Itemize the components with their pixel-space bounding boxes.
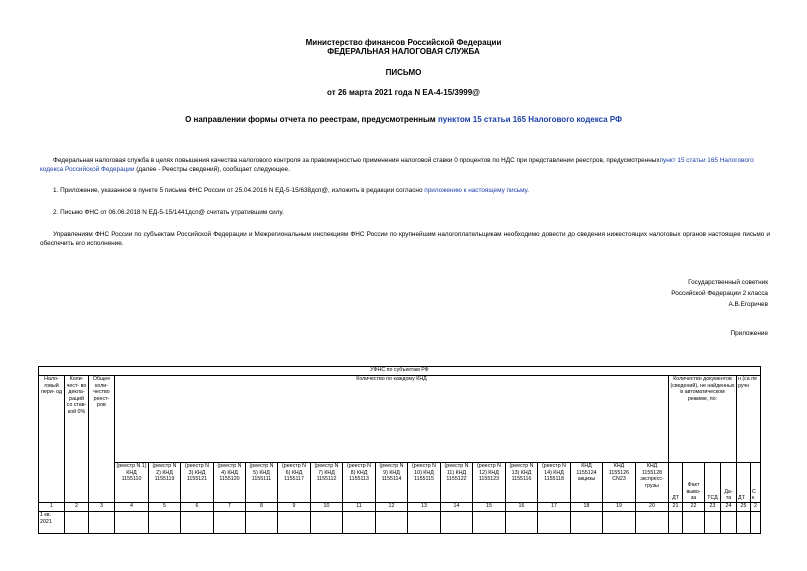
column-number-26: 2 <box>751 503 761 512</box>
column-number-11: 11 <box>343 503 376 512</box>
column-number-5: 5 <box>149 503 181 512</box>
table-cell <box>571 512 603 534</box>
table-cell <box>683 512 705 534</box>
paragraph-item-1 <box>53 186 770 195</box>
extra-subheader-2: С к <box>751 463 761 503</box>
document-type: ПИСЬМО <box>385 68 422 77</box>
paragraph-intro <box>40 156 770 174</box>
knd-header-14: (реестр N 14) КНД 1155118 <box>538 463 571 503</box>
column-number-7: 7 <box>214 503 246 512</box>
signature-name: А.В.Егоричев <box>728 301 768 308</box>
appendix-link[interactable]: приложению к настоящему письму <box>424 187 528 194</box>
column-number-19: 19 <box>603 503 636 512</box>
knd-header-17: КНД 1155128 экспресс- грузы <box>636 463 669 503</box>
subject-link[interactable]: пунктом 15 статьи 165 Налогового кодекса РФ <box>437 115 622 124</box>
column-number-23: 23 <box>705 503 721 512</box>
table-cell <box>603 512 636 534</box>
table-cell <box>115 512 149 534</box>
column-number-17: 17 <box>538 503 571 512</box>
table-cell <box>721 512 737 534</box>
signature-rank: Российской Федерации 2 класса <box>671 290 768 297</box>
knd-header-5: (реестр N 5) КНД 1155111 <box>246 463 278 503</box>
signature-title: Государственный советник <box>688 279 768 286</box>
column-number-2: 2 <box>65 503 89 512</box>
column-number-25: 25 <box>737 503 751 512</box>
appendix-label: Приложение <box>730 330 768 337</box>
column-number-10: 10 <box>311 503 343 512</box>
table-cell <box>751 512 761 534</box>
docs-subheader-2: Факт выво- за <box>683 463 705 503</box>
subject-text: О направлении формы отчета по реестрам, предусмотренным <box>185 115 438 124</box>
table-cell <box>343 512 376 534</box>
table-cell <box>149 512 181 534</box>
knd-header-10: (реестр N 10) КНД 1155115 <box>408 463 441 503</box>
extra-subheader-1: ДТ <box>737 463 751 503</box>
col-header-docs-group: Количество документов (сведений), не найденных в автоматическом режиме, по: <box>669 376 737 463</box>
document-subject <box>0 115 807 125</box>
paragraph-item-2: 2. Письмо ФНС от 06.06.2018 N ЕД-5-15/1441дсп@ считать утратившим силу. <box>53 209 284 216</box>
table-cell <box>376 512 408 534</box>
knd-header-9: (реестр N 9) КНД 1155114 <box>376 463 408 503</box>
table-cell <box>89 512 115 534</box>
knd-header-2: (реестр N 2) КНД 1155119 <box>149 463 181 503</box>
column-number-24: 24 <box>721 503 737 512</box>
table-cell <box>669 512 683 534</box>
paragraph-item-1-text: 1. Приложение, указанное в пункте 5 письма ФНС России от 25.04.2016 N ЕД-5-15/638дсп@, изложить в редакции согласно <box>53 187 425 194</box>
column-number-18: 18 <box>571 503 603 512</box>
knd-header-4: (реестр N 4) КНД 1155120 <box>214 463 246 503</box>
table-cell <box>705 512 721 534</box>
table-cell <box>311 512 343 534</box>
table-row <box>39 512 761 534</box>
col-header-period: Нало- говый пери- од <box>39 376 65 503</box>
docs-subheader-3: ТСД <box>705 463 721 503</box>
table-cell <box>278 512 311 534</box>
column-number-6: 6 <box>181 503 214 512</box>
paragraph-instructions: Управлениям ФНС России по субъектам Российской Федерации и Межрегиональным инспекциям ФНС России по крупнейшим налогоплательщикам необходимо довести до сведения нижестоящих налоговых органов настоящее письмо и обеспечить его исполнение. <box>40 231 770 247</box>
paragraph-intro-text: Федеральная налоговая служба в целях повышения качества налогового контроля за правомерностью применения налоговой ставки 0 процентов по НДС при представлении реестров, предусмотренных <box>53 157 660 164</box>
document-date: от 26 марта 2021 года N ЕА-4-15/3999@ <box>327 88 480 97</box>
table-cell <box>181 512 214 534</box>
table-cell <box>473 512 506 534</box>
service-name: ФЕДЕРАЛЬНАЯ НАЛОГОВАЯ СЛУЖБА <box>327 47 480 56</box>
knd-header-11: (реестр N 11) КНД 1155122 <box>441 463 473 503</box>
table-cell <box>538 512 571 534</box>
table-cell <box>737 512 751 534</box>
table-cell <box>408 512 441 534</box>
knd-header-3: (реестр N 3) КНД 1155121 <box>181 463 214 503</box>
column-number-14: 14 <box>441 503 473 512</box>
knd-header-12: (реестр N 12) КНД 1155123 <box>473 463 506 503</box>
docs-subheader-1: ДТ <box>669 463 683 503</box>
paragraph-intro-end: (далее - Реестры сведений), сообщает следующее. <box>134 166 290 173</box>
column-number-22: 22 <box>683 503 705 512</box>
col-header-extra-group: н (са пе ручн <box>737 376 761 463</box>
knd-header-16: КНД 1155126 СN23 <box>603 463 636 503</box>
table-cell <box>246 512 278 534</box>
knd-header-1: (реестр N 1) КНД 1155110 <box>115 463 149 503</box>
tax-code-link[interactable]: пункт 15 статьи 165 Налогового кодекса Российской Федерации <box>40 157 754 173</box>
column-number-13: 13 <box>408 503 441 512</box>
table-cell <box>506 512 538 534</box>
column-number-20: 20 <box>636 503 669 512</box>
appendix-table <box>38 366 761 534</box>
table-cell <box>441 512 473 534</box>
col-header-total: Общее коли- чество реест- ров <box>89 376 115 503</box>
knd-header-7: (реестр N 7) КНД 1155112 <box>311 463 343 503</box>
column-number-15: 15 <box>473 503 506 512</box>
paragraph-item-1-end: . <box>527 187 529 194</box>
knd-header-13: (реестр N 13) КНД 1155116 <box>506 463 538 503</box>
table-cell <box>65 512 89 534</box>
column-number-16: 16 <box>506 503 538 512</box>
docs-subheader-4: Да- та <box>721 463 737 503</box>
col-header-declarations: Коли- чест- во декла- раций со став- кой 0% <box>65 376 89 503</box>
knd-header-6: (реестр N 6) КНД 1155117 <box>278 463 311 503</box>
column-number-3: 3 <box>89 503 115 512</box>
knd-header-15: КНД 1155124 акцизы <box>571 463 603 503</box>
table-cell <box>636 512 669 534</box>
ministry-name: Министерство финансов Российской Федерации <box>305 38 502 47</box>
table-cell <box>214 512 246 534</box>
column-number-8: 8 <box>246 503 278 512</box>
column-number-9: 9 <box>278 503 311 512</box>
table-top-header: УФНС по субъектам РФ <box>39 367 761 376</box>
column-number-1: 1 <box>39 503 65 512</box>
col-header-knd-group: Количество по каждому КНД <box>115 376 669 463</box>
row-period-cell: 1 кв. 2021 <box>39 512 65 534</box>
column-number-12: 12 <box>376 503 408 512</box>
column-number-21: 21 <box>669 503 683 512</box>
column-number-4: 4 <box>115 503 149 512</box>
knd-header-8: (реестр N 8) КНД 1155113 <box>343 463 376 503</box>
